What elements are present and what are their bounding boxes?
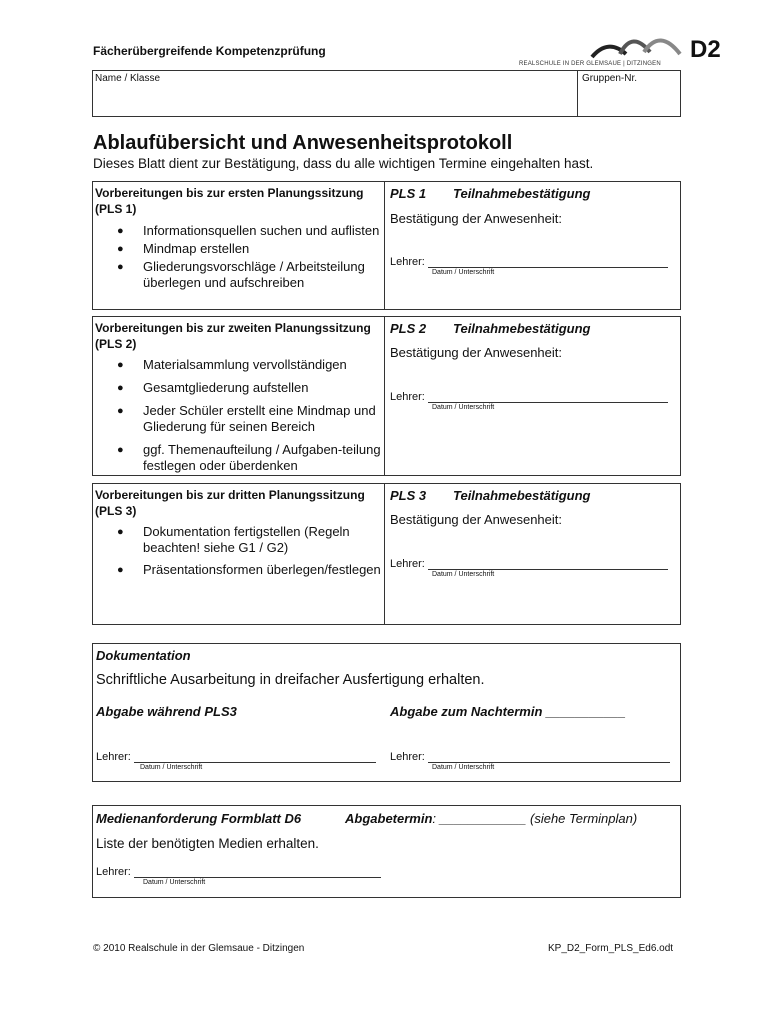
intro-text: Dieses Blatt dient zur Bestätigung, dass du alle wichtigen Termine eingehalten hast. [93,156,594,171]
documentation-signature-line-right[interactable] [428,762,670,763]
list-item: ● Jeder Schüler erstellt eine Mindmap und Gliederung für seinen Bereich [97,403,387,435]
pls1-confirm-text: Bestätigung der Anwesenheit: [390,211,563,226]
pls3-signature-line[interactable] [428,569,668,570]
list-item: ● Informationsquellen suchen und auflisten [97,223,387,239]
documentation-text: Schriftliche Ausarbeitung in dreifacher Ausfertigung erhalten. [96,672,485,688]
media-text: Liste der benötigten Medien erhalten. [96,836,319,851]
documentation-submit-pls3: Abgabe während PLS3 [96,704,237,719]
documentation-signature-caption-left: Datum / Unterschrift [140,764,203,771]
pls2-prep-title: Vorbereitungen bis zur zweiten Planungssitzung (PLS 2) [95,321,371,351]
documentation-title: Dokumentation [96,648,191,663]
pls1-teacher-label: Lehrer: [390,256,425,268]
pls1-signature-caption: Datum / Unterschrift [432,269,495,276]
documentation-teacher-label-right: Lehrer: [390,751,425,763]
pls2-signature-line[interactable] [428,402,668,403]
pls1-task-list [97,223,387,291]
pls3-signature-caption: Datum / Unterschrift [432,571,495,578]
name-class-field[interactable] [92,70,578,117]
group-number-label: Gruppen-Nr. [582,73,638,84]
footer-copyright: © 2010 Realschule in der Glemsaue - Ditzingen [93,943,305,954]
form-title: Fächerübergreifende Kompetenzprüfung [93,44,326,58]
media-deadline-rest: : ____________ (siehe Terminplan) [432,811,638,826]
documentation-teacher-label-left: Lehrer: [96,751,131,763]
pls3-confirm-text: Bestätigung der Anwesenheit: [390,512,563,527]
documentation-signature-caption-right: Datum / Unterschrift [432,764,495,771]
pls2-confirm-text: Bestätigung der Anwesenheit: [390,345,563,360]
media-teacher-label: Lehrer: [96,866,131,878]
logo-text: REALSCHULE IN DER GLEMSAUE | DITZINGEN [519,61,661,67]
media-signature-line[interactable] [134,877,381,878]
documentation-signature-line-left[interactable] [134,762,376,763]
media-deadline [345,811,637,826]
pls3-label: PLS 3 [390,488,427,503]
pls2-task-list [97,357,387,474]
school-logo [590,24,682,60]
list-item: ● Gliederungsvorschläge / Arbeitsteilung überlegen und aufschreiben [97,259,387,291]
pls3-task-list [97,524,387,578]
name-class-label: Name / Klasse [95,73,161,84]
pls1-confirm-title: Teilnahmebestätigung [453,186,591,201]
list-item: ● Präsentationsformen überlegen/festlegen [97,562,387,578]
media-title: Medienanforderung Formblatt D6 [96,811,302,826]
list-item: ● Mindmap erstellen [97,241,387,257]
media-signature-caption: Datum / Unterschrift [143,879,206,886]
media-deadline-label: Abgabetermin [345,811,433,826]
pls3-confirm-title: Teilnahmebestätigung [453,488,591,503]
pls2-signature-caption: Datum / Unterschrift [432,404,495,411]
list-item: ● ggf. Themenaufteilung / Aufgaben-teilung festlegen oder überdenken [97,442,387,474]
pls1-label: PLS 1 [390,186,427,201]
pls2-label: PLS 2 [390,321,427,336]
pls1-signature-line[interactable] [428,267,668,268]
pls1-prep-title: Vorbereitungen bis zur ersten Planungssitzung (PLS 1) [95,186,364,216]
footer-filename: KP_D2_Form_PLS_Ed6.odt [548,943,674,954]
logo-arcs-icon [590,24,682,60]
pls3-teacher-label: Lehrer: [390,558,425,570]
list-item: ● Materialsammlung vervollständigen [97,357,387,373]
pls3-prep-title: Vorbereitungen bis zur dritten Planungssitzung (PLS 3) [95,488,365,518]
documentation-submit-late: Abgabe zum Nachtermin ___________ [390,704,626,719]
list-item: ● Dokumentation fertigstellen (Regeln beachten! siehe G1 / G2) [97,524,387,556]
pls2-confirm-title: Teilnahmebestätigung [453,321,591,336]
list-item: ● Gesamtgliederung aufstellen [97,380,387,396]
page-heading: Ablaufübersicht und Anwesenheitsprotokoll [93,132,513,154]
pls2-teacher-label: Lehrer: [390,391,425,403]
page-code: D2 [690,36,721,63]
